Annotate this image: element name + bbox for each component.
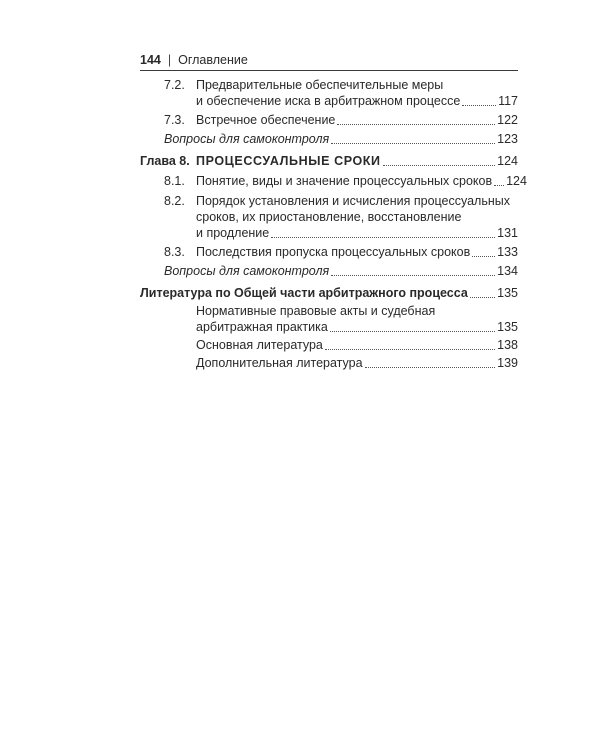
dot-leader xyxy=(337,124,495,125)
toc-entry-questions-8[interactable] xyxy=(164,264,518,279)
toc-title-line: Порядок установления и исчисления процессуальных xyxy=(196,194,510,208)
toc-entry-8-3[interactable] xyxy=(196,245,518,260)
section-number: 8.1. xyxy=(164,174,185,188)
toc-page: 131 xyxy=(497,226,518,240)
chapter-number: Глава 8. xyxy=(140,154,190,168)
dot-leader xyxy=(331,143,495,144)
section-number: 7.2. xyxy=(164,78,185,92)
toc-entry-7-2[interactable] xyxy=(196,94,518,109)
toc-page: 124 xyxy=(497,154,518,168)
toc-title: Вопросы для самоконтроля xyxy=(164,264,330,278)
toc-entry-questions-7[interactable] xyxy=(164,132,518,147)
running-header xyxy=(140,53,518,67)
running-title: Оглавление xyxy=(178,53,248,67)
dot-leader xyxy=(271,237,495,238)
toc-page: 117 xyxy=(498,94,518,108)
toc-title-line: Предварительные обеспечительные меры xyxy=(196,78,444,92)
toc-title-line: сроков, их приостановление, восстановление xyxy=(196,210,462,224)
toc-entry-8-1[interactable] xyxy=(196,174,527,189)
section-number: 8.3. xyxy=(164,245,185,259)
toc-page: 122 xyxy=(497,113,518,127)
dot-leader xyxy=(494,185,504,186)
toc-entry-main-literature[interactable] xyxy=(196,338,518,353)
section-number: 7.3. xyxy=(164,113,185,127)
toc-title-line: и обеспечение иска в арбитражном процессе xyxy=(196,94,461,108)
dot-leader xyxy=(330,331,495,332)
dot-leader xyxy=(325,349,495,350)
toc-entry-7-3[interactable] xyxy=(196,113,518,128)
toc-title-line: Нормативные правовые акты и судебная xyxy=(196,304,436,318)
chapter-title: ПРОЦЕССУАЛЬНЫЕ СРОКИ xyxy=(196,154,381,168)
toc-page: 139 xyxy=(497,356,518,370)
toc-page: 133 xyxy=(497,245,518,259)
toc-title: Встречное обеспечение xyxy=(196,113,336,127)
section-number: 8.2. xyxy=(164,194,185,208)
toc-entry-8-2[interactable] xyxy=(196,226,518,241)
toc-title: Основная литература xyxy=(196,338,323,352)
dot-leader xyxy=(462,105,496,106)
dot-leader xyxy=(331,275,495,276)
header-rule xyxy=(140,70,518,71)
toc-title: Понятие, виды и значение процессуальных сроков xyxy=(196,174,493,188)
dot-leader xyxy=(470,297,495,298)
toc-page: 135 xyxy=(497,286,518,300)
toc-entry-chapter-8[interactable] xyxy=(196,154,518,169)
dot-leader xyxy=(365,367,496,368)
toc-page: 135 xyxy=(497,320,518,334)
toc-entry-literature[interactable] xyxy=(140,286,518,301)
toc-title: Дополнительная литература xyxy=(196,356,363,370)
toc-title: Вопросы для самоконтроля xyxy=(164,132,330,146)
header-separator: | xyxy=(167,53,172,67)
toc-page: 123 xyxy=(497,132,518,146)
toc-entry-normative-acts[interactable] xyxy=(196,320,518,335)
toc-entry-additional-literature[interactable] xyxy=(196,356,518,371)
toc-title-line: и продление xyxy=(196,226,270,240)
dot-leader xyxy=(472,256,495,257)
dot-leader xyxy=(383,165,496,166)
toc-page: 134 xyxy=(497,264,518,278)
page-number: 144 xyxy=(140,53,161,67)
toc-page: 124 xyxy=(506,174,527,188)
toc-title: Литература по Общей части арбитражного процесса xyxy=(140,286,468,300)
toc-page: 138 xyxy=(497,338,518,352)
toc-title: Последствия пропуска процессуальных сроков xyxy=(196,245,471,259)
toc-title-line: арбитражная практика xyxy=(196,320,328,334)
